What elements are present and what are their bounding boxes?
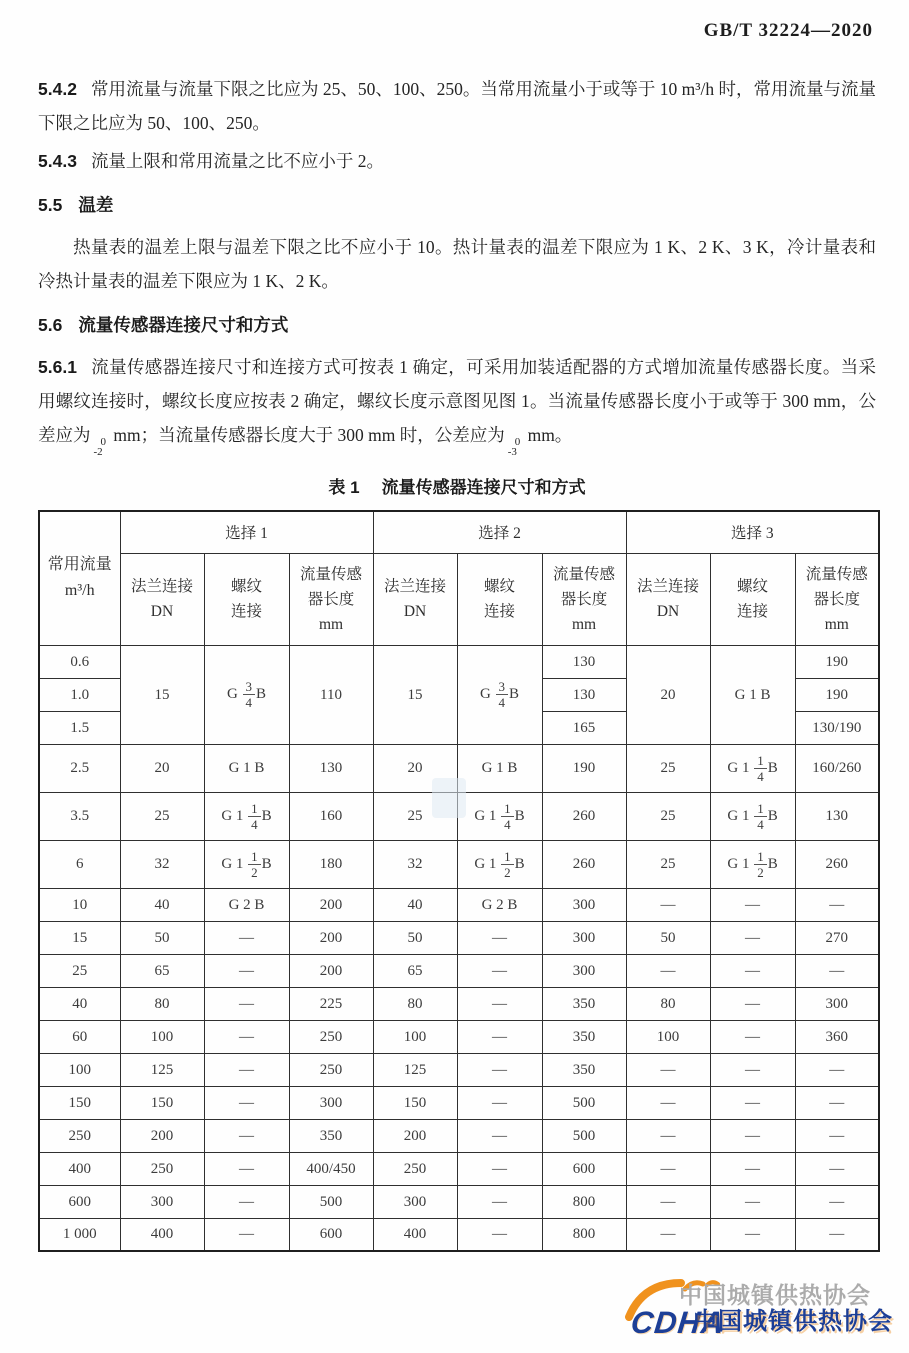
table-cell: 20 <box>626 645 710 744</box>
table-cell: G 1 $\frac{1}{2}$ B <box>457 840 542 888</box>
table-cell: G 2 B <box>457 888 542 921</box>
sub-header-line: DN <box>656 603 680 620</box>
table-cell: 25 <box>373 792 457 840</box>
flow-cell: 250 <box>39 1119 120 1152</box>
table-cell: 150 <box>373 1086 457 1119</box>
sub-header <box>542 553 626 645</box>
table-cell: G 1 $\frac{1}{2}$ B <box>710 840 795 888</box>
corner-header <box>39 511 120 645</box>
table-cell: 800 <box>542 1218 626 1251</box>
table-row <box>39 921 879 954</box>
fraction-denominator: 2 <box>504 864 511 880</box>
table-cell: 100 <box>373 1020 457 1053</box>
table-cell: 130 <box>289 744 373 792</box>
table-cell: — <box>457 987 542 1020</box>
fraction <box>501 801 514 832</box>
table-cell: 260 <box>795 840 879 888</box>
clause-text: 流量传感器连接尺寸和连接方式可按表 1 确定，可采用加装适配器的方式增加流量传感器长度。当采用螺纹连接时，螺纹长度应按表 2 确定，螺纹长度示意图见图 1。当流量传感器长度小于或等于 300 mm，公差应为 <box>38 357 876 445</box>
table-cell: — <box>710 1020 795 1053</box>
table-row <box>39 1119 879 1152</box>
table-cell: 100 <box>626 1020 710 1053</box>
sub-header <box>120 553 204 645</box>
flow-cell: 2.5 <box>39 744 120 792</box>
fraction-numerator: 1 <box>754 849 767 865</box>
table-cell: 100 <box>120 1020 204 1053</box>
table-cell: 350 <box>289 1119 373 1152</box>
clause-5-4-3 <box>38 144 876 178</box>
flow-cell: 400 <box>39 1152 120 1185</box>
table-cell: — <box>204 1185 289 1218</box>
sub-header-line: 法兰连接 <box>384 578 447 595</box>
group-header: 选择 2 <box>373 511 626 553</box>
table-cell: 150 <box>120 1086 204 1119</box>
flow-cell: 10 <box>39 888 120 921</box>
table-cell: — <box>457 1185 542 1218</box>
table-cell: 80 <box>120 987 204 1020</box>
sub-header <box>289 553 373 645</box>
table-row <box>39 888 879 921</box>
table-cell: 250 <box>289 1053 373 1086</box>
table-cell: — <box>795 954 879 987</box>
table-cell: 360 <box>795 1020 879 1053</box>
table-cell: — <box>710 1185 795 1218</box>
table-row <box>39 1218 879 1251</box>
clause-text: 流量上限和常用流量之比不应小于 2。 <box>90 151 385 171</box>
sub-header-line: 螺纹 <box>484 578 516 595</box>
tolerance-upper: 0 <box>100 436 106 448</box>
sub-header-line: 器长度 <box>560 590 608 608</box>
tolerance-upper: 0 <box>514 436 521 448</box>
table-cell: 300 <box>542 954 626 987</box>
table-cell: 260 <box>542 792 626 840</box>
heading-number: 5.6 <box>38 315 63 335</box>
sub-header-line: 连接 <box>484 603 516 620</box>
header-sub-row <box>39 553 879 645</box>
clause-number: 5.4.2 <box>38 79 77 99</box>
fraction-numerator: 1 <box>248 849 261 865</box>
table-cell: — <box>626 1086 710 1119</box>
table-cell: 500 <box>289 1185 373 1218</box>
table-cell: 300 <box>542 921 626 954</box>
fraction-denominator: 4 <box>757 768 764 784</box>
table-cell: 400 <box>373 1218 457 1251</box>
table-cell: 600 <box>542 1152 626 1185</box>
table-cell: 110 <box>289 645 373 744</box>
table-cell: G 1 $\frac{1}{4}$ B <box>457 792 542 840</box>
table-cell: — <box>795 1053 879 1086</box>
table-cell: 800 <box>542 1185 626 1218</box>
table-cell: — <box>204 1053 289 1086</box>
table-cell: 25 <box>120 792 204 840</box>
table-header <box>39 511 879 645</box>
table-cell: 40 <box>120 888 204 921</box>
sub-header-line: DN <box>150 603 174 620</box>
org-name: 中国城镇供热协会 <box>693 1308 893 1335</box>
table-cell: 40 <box>373 888 457 921</box>
clause-text: 常用流量与流量下限之比应为 25、50、100、250。当常用流量小于或等于 10 m³/h 时，常用流量与流量下限之比应为 50、100、250。 <box>38 79 876 133</box>
clause-number: 5.4.3 <box>38 151 77 171</box>
tolerance-notation <box>94 437 107 457</box>
flow-cell: 1.5 <box>39 711 120 744</box>
table-cell: 200 <box>289 954 373 987</box>
table-row <box>39 1020 879 1053</box>
table-cell: — <box>457 1218 542 1251</box>
table-cell: 300 <box>542 888 626 921</box>
fraction-denominator: 2 <box>757 864 764 880</box>
association-logo <box>627 1281 893 1345</box>
heading-5-5 <box>38 192 876 218</box>
fraction-numerator: 1 <box>501 849 514 865</box>
sub-header-line: 连接 <box>737 603 769 620</box>
sub-header <box>204 553 289 645</box>
table-cell: G 1 $\frac{1}{2}$ B <box>204 840 289 888</box>
clause-number: 5.6.1 <box>38 357 77 377</box>
table-cell: — <box>710 1119 795 1152</box>
table-cell: G 1 B <box>457 744 542 792</box>
table-cell: — <box>204 1119 289 1152</box>
sub-header <box>373 553 457 645</box>
table-cell: — <box>204 1020 289 1053</box>
table-row <box>39 1053 879 1086</box>
tolerance-lower: -3 <box>507 446 517 458</box>
sub-header <box>626 553 710 645</box>
table-cell: — <box>457 954 542 987</box>
table-cell: 190 <box>795 645 879 678</box>
heading-title: 温差 <box>78 195 114 215</box>
fraction <box>754 849 767 880</box>
table-cell: 400 <box>120 1218 204 1251</box>
sub-header <box>457 553 542 645</box>
table-cell: — <box>795 888 879 921</box>
sub-header-line: 器长度 <box>813 590 861 608</box>
table-cell: G 2 B <box>204 888 289 921</box>
table-cell: — <box>204 1086 289 1119</box>
table-cell: 225 <box>289 987 373 1020</box>
spec-table <box>38 510 880 1252</box>
flow-cell: 6 <box>39 840 120 888</box>
table-cell: — <box>795 1086 879 1119</box>
sub-header-line: 连接 <box>230 603 262 620</box>
table-caption-title: 流量传感器连接尺寸和方式 <box>381 478 586 497</box>
flow-cell: 0.6 <box>39 645 120 678</box>
table-row <box>39 1086 879 1119</box>
fraction-numerator: 1 <box>248 801 261 817</box>
table-cell: 32 <box>373 840 457 888</box>
group-header: 选择 1 <box>120 511 373 553</box>
flow-cell: 600 <box>39 1185 120 1218</box>
table-cell: — <box>457 1020 542 1053</box>
table-row <box>39 1185 879 1218</box>
table-cell: 50 <box>626 921 710 954</box>
heading-title: 流量传感器连接尺寸和方式 <box>78 315 289 335</box>
sub-header-line: 螺纹 <box>230 578 262 595</box>
flow-cell: 40 <box>39 987 120 1020</box>
table-cell: 25 <box>626 792 710 840</box>
table-cell: 160 <box>289 792 373 840</box>
table-cell: — <box>626 1218 710 1251</box>
fraction <box>496 679 509 710</box>
table-cell: G $\frac{3}{4}$ B <box>457 645 542 744</box>
table-cell: 200 <box>289 888 373 921</box>
table-cell: 500 <box>542 1119 626 1152</box>
table-cell: — <box>795 1218 879 1251</box>
flow-cell: 3.5 <box>39 792 120 840</box>
fraction-numerator: 1 <box>754 753 767 769</box>
table-cell: — <box>710 987 795 1020</box>
sub-header-line: 流量传感 <box>300 565 363 583</box>
table-cell: 125 <box>120 1053 204 1086</box>
fraction <box>248 849 261 880</box>
fraction <box>243 679 256 710</box>
fraction-numerator: 1 <box>754 801 767 817</box>
table-cell: — <box>457 1053 542 1086</box>
table-cell: 15 <box>373 645 457 744</box>
flow-cell: 150 <box>39 1086 120 1119</box>
sub-header-line: 法兰连接 <box>130 578 193 595</box>
table-cell: 50 <box>120 921 204 954</box>
sub-header <box>710 553 795 645</box>
table-cell: — <box>204 1152 289 1185</box>
flow-cell: 60 <box>39 1020 120 1053</box>
table-cell: — <box>204 1218 289 1251</box>
page-content <box>38 72 876 1252</box>
table-cell: 130/190 <box>795 711 879 744</box>
flow-cell: 1.0 <box>39 678 120 711</box>
fraction <box>501 849 514 880</box>
table-cell: — <box>626 1119 710 1152</box>
sub-header-line: 流量传感 <box>805 565 868 583</box>
table-cell: 130 <box>542 645 626 678</box>
table-cell: — <box>626 954 710 987</box>
table-cell: 15 <box>120 645 204 744</box>
table-cell: — <box>795 1152 879 1185</box>
table-cell: 80 <box>373 987 457 1020</box>
table-cell: 80 <box>626 987 710 1020</box>
table-caption <box>38 473 876 498</box>
fraction <box>754 801 767 832</box>
table-body <box>39 645 879 1251</box>
table-cell: 190 <box>795 678 879 711</box>
table-cell: 160/260 <box>795 744 879 792</box>
table-cell: 500 <box>542 1086 626 1119</box>
fraction-numerator: 3 <box>496 679 509 695</box>
header-group-row <box>39 511 879 553</box>
sub-header-line: mm <box>571 615 597 633</box>
org-name-shadow: 中国城镇供热协会 <box>679 1283 871 1308</box>
clause-text: mm；当流量传感器长度大于 300 mm 时，公差应为 <box>109 425 505 445</box>
sub-header-line: 流量传感 <box>553 565 616 583</box>
table-row <box>39 987 879 1020</box>
tolerance-lower: -2 <box>93 446 103 458</box>
table-cell: — <box>457 1119 542 1152</box>
table-cell: — <box>626 1152 710 1185</box>
sub-header <box>795 553 879 645</box>
table-cell: 300 <box>373 1185 457 1218</box>
table-cell: 190 <box>542 744 626 792</box>
fraction-denominator: 4 <box>498 695 506 710</box>
table-cell: — <box>204 921 289 954</box>
table-cell: — <box>457 1086 542 1119</box>
table-cell: 20 <box>120 744 204 792</box>
fraction-denominator: 4 <box>757 816 764 832</box>
fraction-numerator: 3 <box>243 679 256 695</box>
table-cell: — <box>710 1152 795 1185</box>
table-cell: 270 <box>795 921 879 954</box>
sub-header-line: mm <box>824 615 849 633</box>
table-cell: — <box>795 1185 879 1218</box>
flow-cell: 100 <box>39 1053 120 1086</box>
table-cell: G 1 B <box>710 645 795 744</box>
table-cell: 130 <box>795 792 879 840</box>
paragraph-5-5: 热量表的温差上限与温差下限之比不应小于 10。热计量表的温差下限应为 1 K、2 K、3 K，冷计量表和冷热计量表的温差下限应为 1 K、2 K。 <box>38 237 876 291</box>
table-cell: — <box>710 921 795 954</box>
table-cell: G 1 $\frac{1}{4}$ B <box>204 792 289 840</box>
clause-5-4-2 <box>38 72 876 140</box>
fraction-denominator: 2 <box>251 864 258 880</box>
fraction <box>754 753 767 784</box>
corner-header-line: m³/h <box>64 582 95 600</box>
table-row <box>39 645 879 678</box>
table-cell: 20 <box>373 744 457 792</box>
table-cell: — <box>626 1053 710 1086</box>
table-cell: — <box>204 987 289 1020</box>
table-cell: — <box>710 954 795 987</box>
table-cell: 130 <box>542 678 626 711</box>
standard-number: GB/T 32224—2020 <box>703 20 873 41</box>
table-cell: — <box>710 1053 795 1086</box>
table-cell: 65 <box>120 954 204 987</box>
table-cell: — <box>710 888 795 921</box>
table-cell: — <box>710 1086 795 1119</box>
table-cell: 300 <box>289 1086 373 1119</box>
table-cell: 200 <box>373 1119 457 1152</box>
table-cell: — <box>795 1119 879 1152</box>
table-cell: G 1 $\frac{1}{4}$ B <box>710 792 795 840</box>
table-cell: G 1 B <box>204 744 289 792</box>
flow-cell: 1 000 <box>39 1218 120 1251</box>
table-cell: 200 <box>120 1119 204 1152</box>
table-cell: 250 <box>289 1020 373 1053</box>
table-cell: 50 <box>373 921 457 954</box>
table-cell: 250 <box>373 1152 457 1185</box>
table-cell: 350 <box>542 1020 626 1053</box>
table-cell: 250 <box>120 1152 204 1185</box>
sub-header-line: 器长度 <box>307 590 355 608</box>
table-row <box>39 954 879 987</box>
table-cell: 25 <box>626 840 710 888</box>
table-cell: — <box>457 921 542 954</box>
fraction-denominator: 4 <box>251 816 258 832</box>
table-cell: 180 <box>289 840 373 888</box>
sub-header-line: mm <box>318 615 344 633</box>
fraction-numerator: 1 <box>501 801 514 817</box>
table-cell: 65 <box>373 954 457 987</box>
flow-cell: 25 <box>39 954 120 987</box>
tolerance-notation <box>508 437 521 457</box>
table-cell: 300 <box>795 987 879 1020</box>
heading-5-6 <box>38 312 876 338</box>
table-cell: — <box>204 954 289 987</box>
table-cell: 200 <box>289 921 373 954</box>
table-cell: 165 <box>542 711 626 744</box>
group-header: 选择 3 <box>626 511 879 553</box>
corner-header-line: 常用流量 <box>47 556 112 574</box>
table-cell: 400/450 <box>289 1152 373 1185</box>
table-row <box>39 840 879 888</box>
table-cell: — <box>626 1185 710 1218</box>
table-row <box>39 1152 879 1185</box>
table-cell: G $\frac{3}{4}$ B <box>204 645 289 744</box>
table-cell: G 1 $\frac{1}{4}$ B <box>710 744 795 792</box>
table-cell: 260 <box>542 840 626 888</box>
clause-5-6-1 <box>38 350 876 457</box>
logo-acronym: CDHA <box>629 1305 727 1340</box>
watermark <box>432 778 466 818</box>
fraction-denominator: 4 <box>245 695 253 710</box>
table-cell: — <box>457 1152 542 1185</box>
clause-text: mm。 <box>523 425 573 445</box>
fraction-denominator: 4 <box>504 816 511 832</box>
table-cell: 350 <box>542 1053 626 1086</box>
table-cell: 125 <box>373 1053 457 1086</box>
table-cell: 600 <box>289 1218 373 1251</box>
table-cell: — <box>626 888 710 921</box>
table-cell: — <box>710 1218 795 1251</box>
table-cell: 32 <box>120 840 204 888</box>
fraction <box>248 801 261 832</box>
table-cell: 300 <box>120 1185 204 1218</box>
heading-number: 5.5 <box>38 195 63 215</box>
sub-header-line: DN <box>403 603 427 620</box>
sub-header-line: 螺纹 <box>737 578 769 595</box>
sub-header-line: 法兰连接 <box>637 578 700 595</box>
table-cell: 25 <box>626 744 710 792</box>
table-caption-label: 表 1 <box>328 478 360 497</box>
table-cell: 350 <box>542 987 626 1020</box>
flow-cell: 15 <box>39 921 120 954</box>
